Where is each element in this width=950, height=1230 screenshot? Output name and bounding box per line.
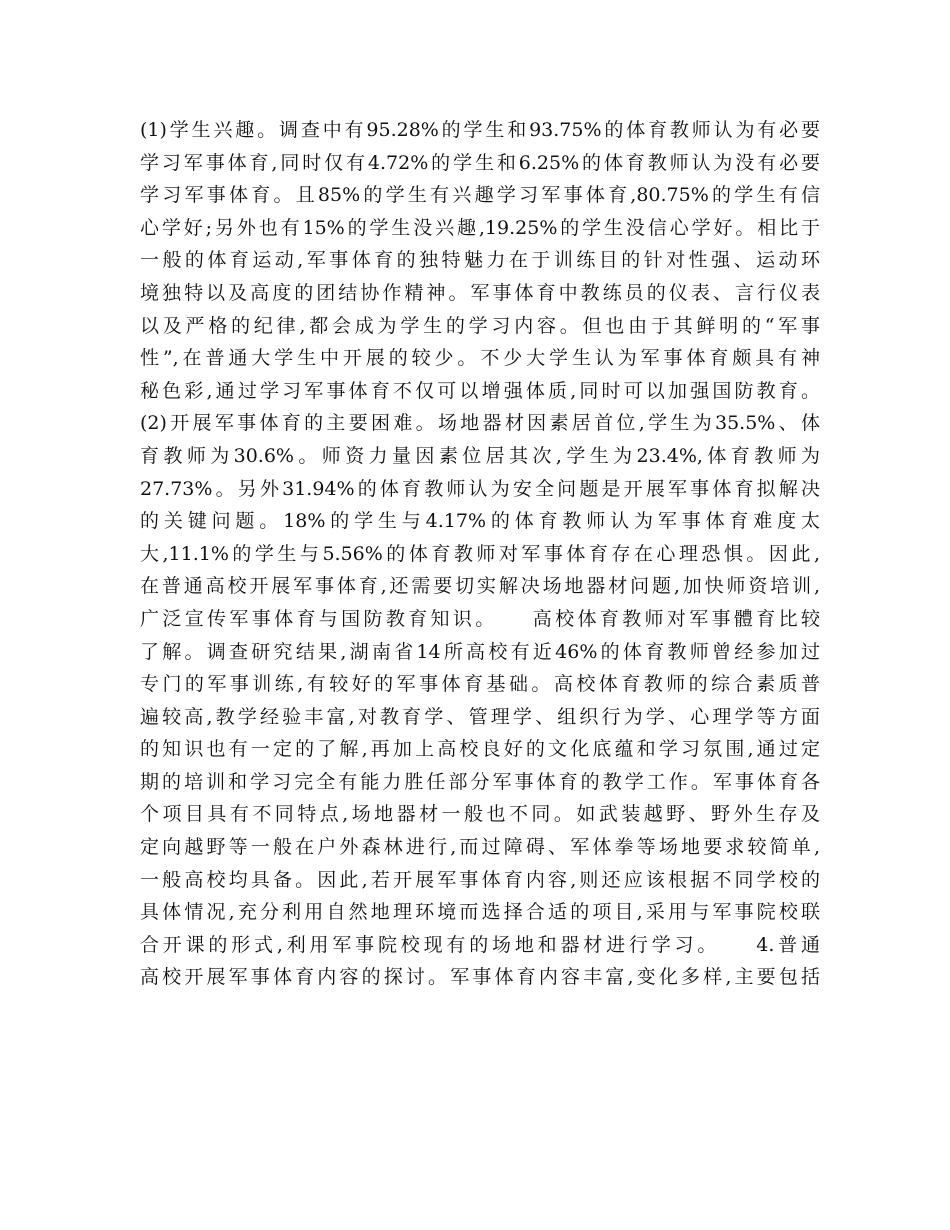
text-line: 学习军事体育,同时仅有4.72%的学生和6.25%的体育教师认为没有必要 [140, 151, 820, 174]
text-line: 性”,在普通大学生中开展的较少。不少大学生认为军事体育颇具有神 [140, 347, 820, 370]
text-line: 的关键问题。18%的学生与4.17%的体育教师认为军事体育难度太 [140, 510, 820, 533]
text-line: 学习军事体育。且85%的学生有兴趣学习军事体育,80.75%的学生有信 [140, 184, 820, 207]
text-line: 以及严格的纪律,都会成为学生的学习内容。但也由于其鲜明的“军事 [140, 314, 820, 337]
text-line: 的知识也有一定的了解,再加上高校良好的文化底蕴和学习氛围,通过定 [140, 738, 820, 761]
text-line: 高校开展军事体育内容的探讨。军事体育内容丰富,变化多样,主要包括 [140, 966, 820, 989]
text-line: 了解。调查研究结果,湖南省14所高校有近46%的体育教师曾经参加过 [140, 640, 820, 663]
text-line: 在普通高校开展军事体育,还需要切实解决场地器材问题,加快师资培训, [140, 575, 820, 598]
text-line: 专门的军事训练,有较好的军事体育基础。高校体育教师的综合素质普 [140, 673, 820, 696]
text-line: 大,11.1%的学生与5.56%的体育教师对军事体育存在心理恐惧。因此, [140, 542, 820, 565]
text-line: 定向越野等一般在户外森林进行,而过障碍、军体拳等场地要求较简单, [140, 836, 820, 859]
text-line: 个项目具有不同特点,场地器材一般也不同。如武装越野、野外生存及 [140, 803, 820, 826]
text-line: 具体情况,充分利用自然地理环境而选择合适的项目,采用与军事院校联 [140, 901, 820, 924]
text-line: 广泛宣传军事体育与国防教育知识。 高校体育教师对军事體育比较 [140, 607, 820, 630]
text-line: 27.73%。另外31.94%的体育教师认为安全问题是开展军事体育拟解决 [140, 477, 820, 500]
text-line: 境独特以及高度的团结协作精神。军事体育中教练员的仪表、言行仪表 [140, 281, 820, 304]
text-line: 秘色彩,通过学习军事体育不仅可以增强体质,同时可以加强国防教育。 [140, 379, 820, 402]
text-line: 合开课的形式,利用军事院校现有的场地和器材进行学习。 4.普通 [140, 933, 820, 956]
text-line: 一般高校均具备。因此,若开展军事体育内容,则还应该根据不同学校的 [140, 868, 820, 891]
text-line: 心学好;另外也有15%的学生没兴趣,19.25%的学生没信心学好。相比于 [140, 216, 820, 239]
text-line: (2)开展军事体育的主要困难。场地器材因素居首位,学生为35.5%、体 [140, 412, 820, 435]
text-line: 期的培训和学习完全有能力胜任部分军事体育的教学工作。军事体育各 [140, 770, 820, 793]
text-line: 育教师为30.6%。师资力量因素位居其次,学生为23.4%,体育教师为 [140, 444, 820, 467]
body-text [140, 114, 820, 994]
text-line: 一般的体育运动,军事体育的独特魅力在于训练目的针对性强、运动环 [140, 249, 820, 272]
text-line: (1)学生兴趣。调查中有95.28%的学生和93.75%的体育教师认为有必要 [140, 119, 820, 141]
text-line: 遍较高,教学经验丰富,对教育学、管理学、组织行为学、心理学等方面 [140, 705, 820, 728]
